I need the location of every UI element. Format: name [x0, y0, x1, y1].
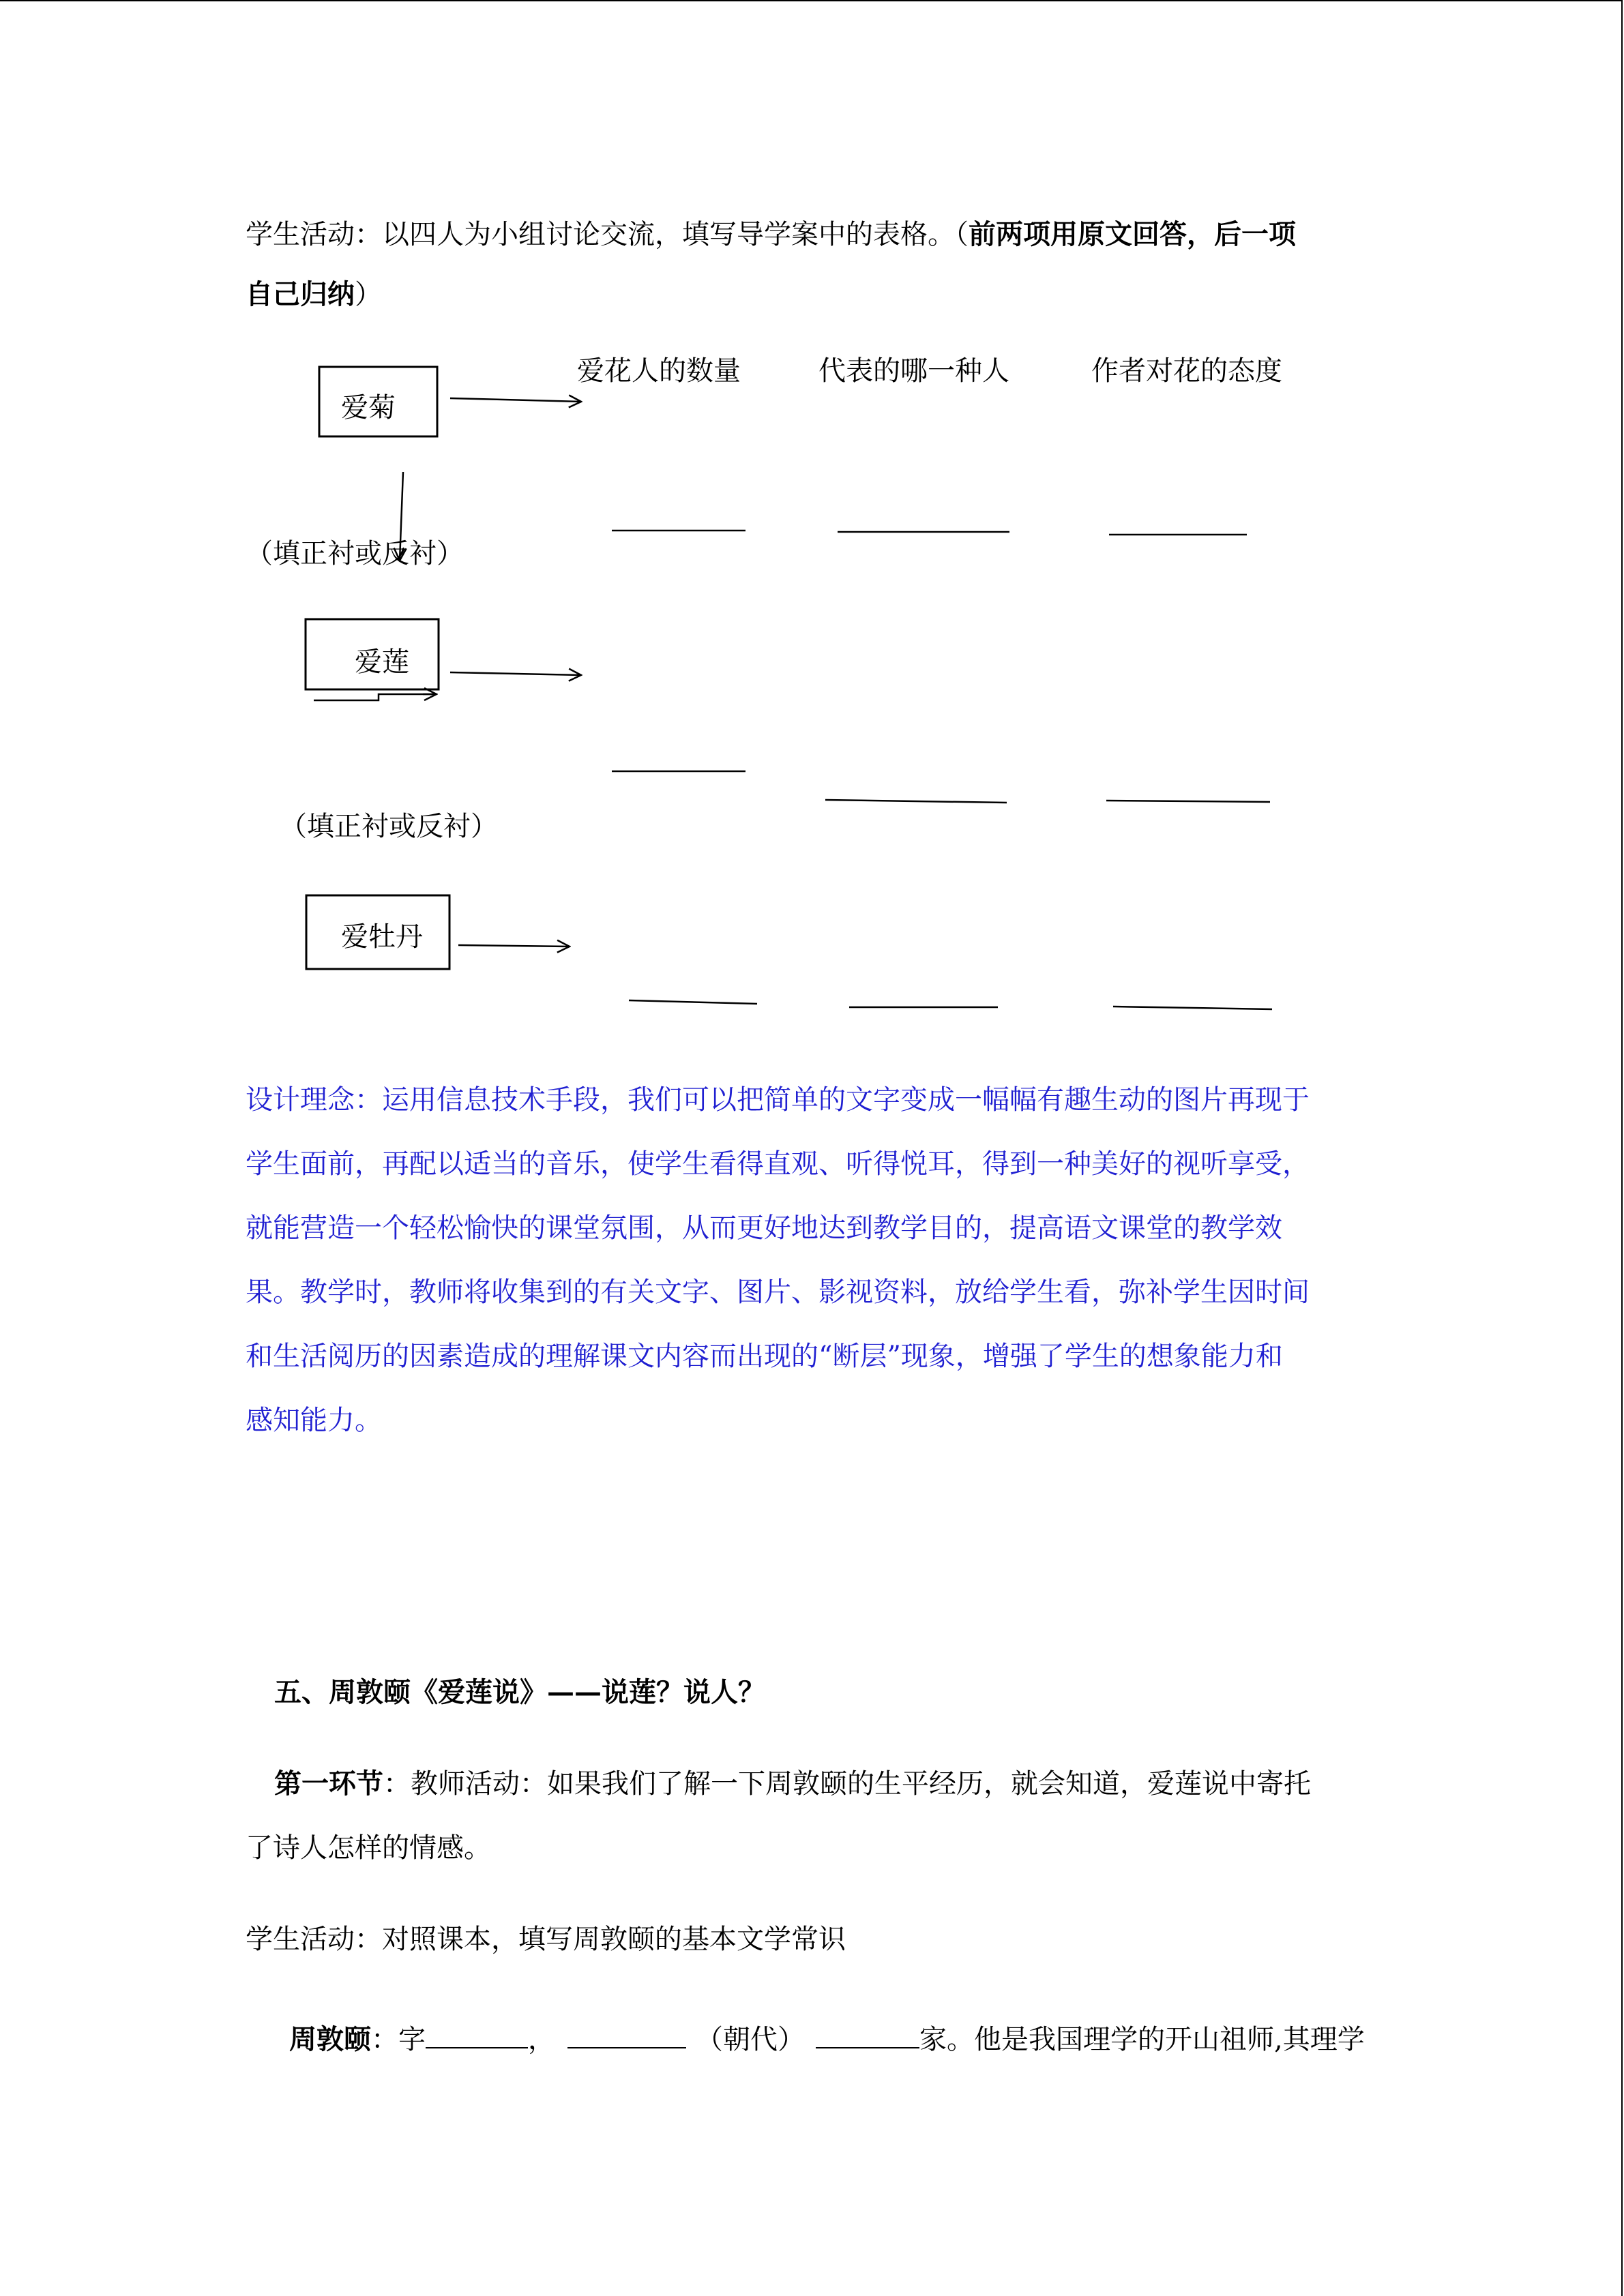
step-one-line-2: 了诗人怎样的情感。	[246, 1832, 491, 1864]
step-one-text: ：教师活动：如果我们了解一下周敦颐的生平经历，就会知道，爱莲说中寄托	[383, 1768, 1311, 1800]
arrow-lotus	[450, 672, 581, 675]
intro-text: 学生活动：以四人为小组讨论交流，填写导学案中的表格。（	[246, 219, 969, 250]
blank-dynasty[interactable]	[567, 2024, 686, 2048]
label-lotus: 爱莲	[355, 646, 409, 678]
intro-close-paren: ）	[355, 279, 382, 310]
blank-profession[interactable]	[816, 2024, 919, 2048]
blank-2-3	[1106, 801, 1270, 802]
contrast-note-1: （填正衬或反衬）	[246, 538, 464, 569]
arrow-peony	[458, 945, 570, 946]
label-peony: 爱牡丹	[341, 921, 423, 953]
student-activity: 学生活动：对照课本，填写周敦颐的基本文学常识	[246, 1924, 846, 1955]
design-line-2: 学生面前，再配以适当的音乐，使学生看得直观、听得悦耳，得到一种美好的视听享受，	[246, 1148, 1310, 1180]
design-line-6: 感知能力。	[246, 1405, 382, 1436]
fill-part-zi: ：字	[371, 2024, 426, 2055]
header-count: 爱花人的数量	[577, 355, 741, 387]
design-line-3: 就能营造一个轻松愉快的课堂氛围，从而更好地达到教学目的，提高语文课堂的教学效	[246, 1212, 1282, 1244]
section-five-heading: 五、周敦颐《爱莲说》——说莲？说人？	[274, 1676, 765, 1708]
design-concept	[246, 1068, 1371, 1452]
contrast-note-2: （填正衬或反衬）	[280, 811, 498, 842]
design-line-4: 果。教学时，教师将收集到的有关文字、图片、影视资料，放给学生看，弥补学生因时间	[246, 1277, 1310, 1308]
label-chrysanthemum: 爱菊	[341, 392, 396, 423]
fill-label: 周敦颐	[289, 2023, 371, 2055]
fill-part-comma: ，	[528, 2024, 555, 2055]
design-line-5: 和生活阅历的因素造成的理解课文内容而出现的“断层”现象，增强了学生的想象能力和	[246, 1341, 1283, 1372]
fill-part-dynasty: （朝代）	[696, 2024, 805, 2055]
step-one-label: 第一环节	[274, 1768, 383, 1800]
header-person-type: 代表的哪一种人	[818, 355, 1009, 387]
blank-3-1	[629, 1000, 757, 1004]
blank-courtesy-name[interactable]	[426, 2024, 528, 2048]
header-attitude: 作者对花的态度	[1091, 355, 1282, 387]
intro-bold-text: 前两项用原文回答，后一项	[969, 218, 1296, 250]
intro-bold-text-2: 自己归纳	[246, 278, 355, 310]
step-one-line-1	[274, 1770, 1311, 1798]
flower-diagram	[0, 1, 1624, 1024]
arrow-chrysanthemum	[450, 398, 581, 402]
lotus-underline	[314, 694, 437, 700]
design-line-1: 设计理念：运用信息技术手段，我们可以把简单的文字变成一幅幅有趣生动的图片再现于	[246, 1084, 1310, 1116]
fill-part-tail: 家。他是我国理学的开山祖师,其理学	[919, 2024, 1365, 2055]
fill-in-line	[289, 2024, 1365, 2053]
blank-2-2	[825, 800, 1007, 803]
blank-3-3	[1113, 1007, 1272, 1009]
